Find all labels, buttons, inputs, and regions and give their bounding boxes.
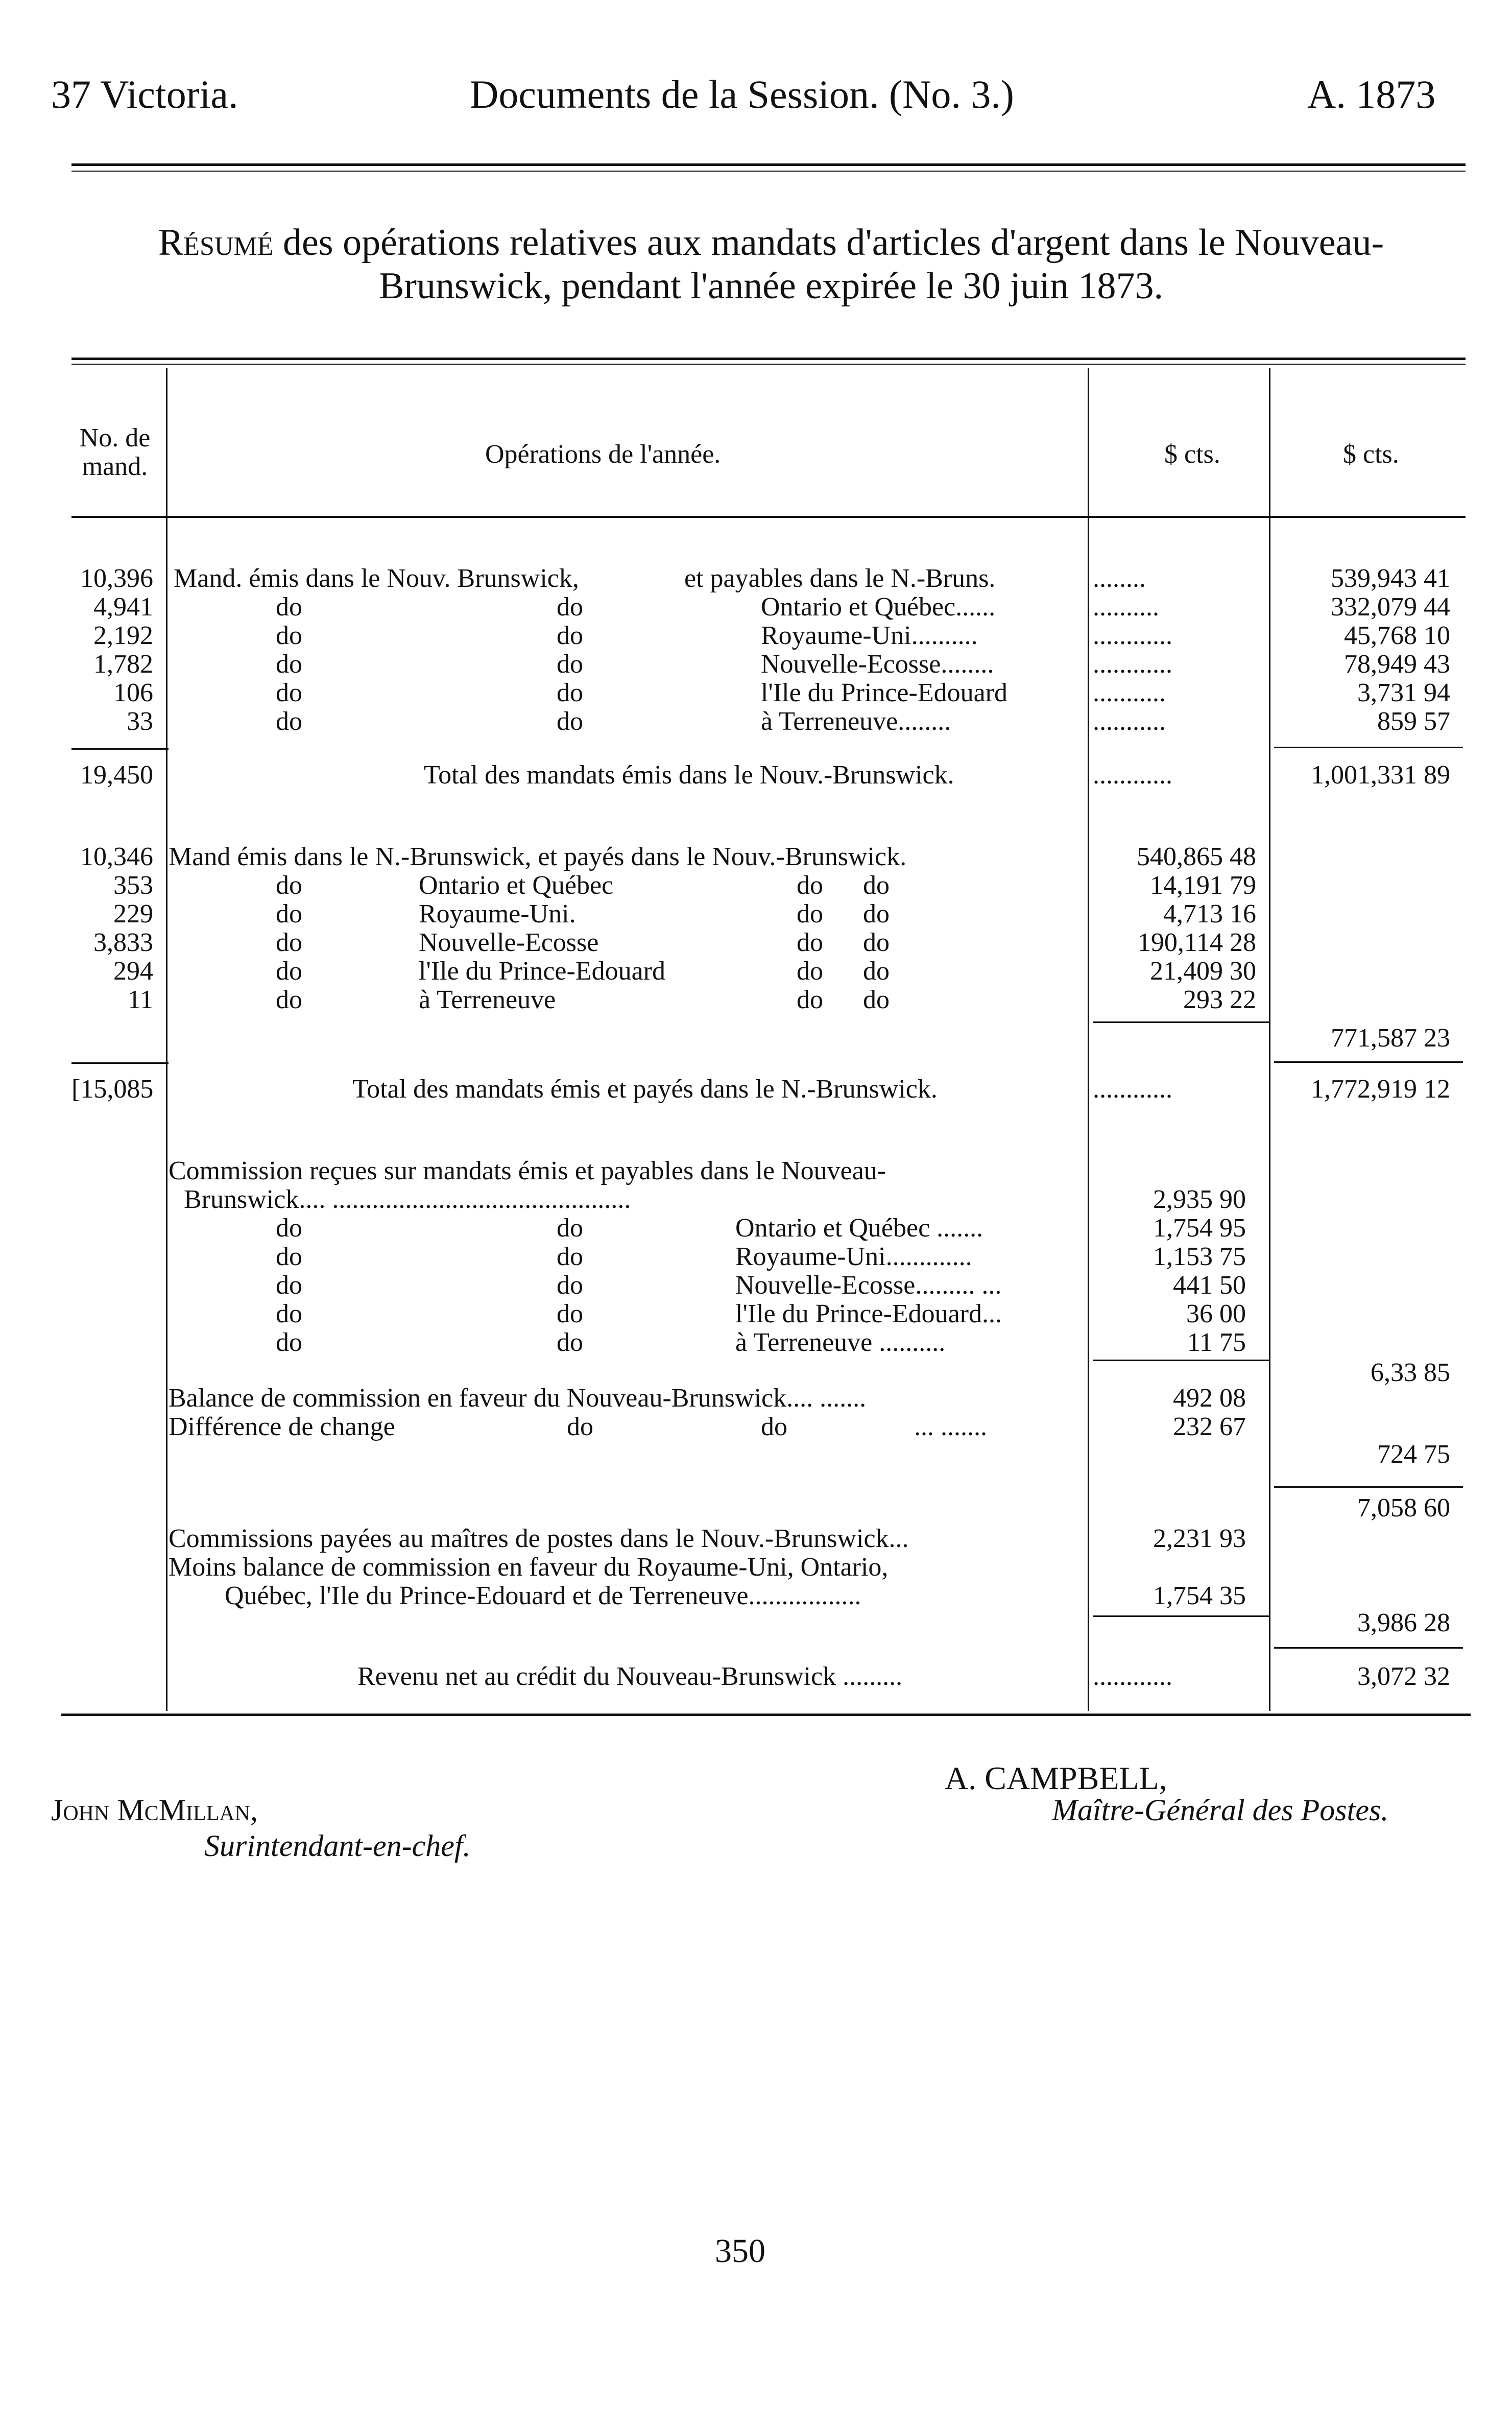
list-item-dots: ........... bbox=[1093, 707, 1166, 736]
list-item-num: 229 bbox=[113, 899, 153, 929]
commission-intro: Commission reçues sur mandats émis et payables dans le Nouveau- bbox=[169, 1156, 886, 1185]
list-item-label: do bbox=[557, 707, 583, 736]
list-item-label: do bbox=[276, 621, 302, 650]
row-rule bbox=[71, 748, 169, 750]
list-item-num: 294 bbox=[113, 957, 153, 986]
list-item-num: 10,396 bbox=[80, 564, 153, 593]
total-dots: ............ bbox=[1093, 1075, 1172, 1104]
list-item-dots: ............ bbox=[1093, 621, 1172, 650]
list-item-label: Ontario et Québec ....... bbox=[735, 1214, 983, 1243]
list-item-amount: 14,191 79 bbox=[1150, 871, 1256, 900]
diff-dots: ... ....... bbox=[914, 1412, 987, 1441]
title-lead: Résumé bbox=[158, 222, 274, 264]
list-item-label: do bbox=[276, 650, 302, 679]
list-item-num: 106 bbox=[113, 678, 153, 707]
list-item-num: 3,833 bbox=[93, 928, 153, 957]
revenue-label: Revenu net au crédit du Nouveau-Brunswick ......... bbox=[357, 1662, 903, 1691]
list-item-num: 10,346 bbox=[80, 842, 153, 871]
page-title bbox=[66, 220, 1476, 266]
signature-left-name: John McMillan, bbox=[51, 1793, 258, 1827]
list-item-label: à Terreneuve .......... bbox=[735, 1328, 946, 1357]
list-item-label: l'Ile du Prince-Edouard... bbox=[735, 1299, 1002, 1328]
list-item-label: do do bbox=[797, 957, 890, 986]
list-item-amount: 332,079 44 bbox=[1331, 592, 1450, 622]
comm-paid-less-amount: 1,754 35 bbox=[1153, 1581, 1246, 1610]
list-item-amount: 1,153 75 bbox=[1153, 1242, 1246, 1271]
commission-intro-cont: Brunswick.... ............................................. bbox=[184, 1185, 631, 1214]
revenue-amount: 3,072 32 bbox=[1357, 1662, 1450, 1691]
list-item-label: do bbox=[276, 928, 302, 957]
list-item-label: do bbox=[557, 592, 583, 622]
list-item-label: do do bbox=[797, 871, 890, 900]
list-item-label: do do bbox=[797, 899, 890, 929]
page-number: 350 bbox=[715, 2232, 765, 2270]
list-item-label: do bbox=[557, 1242, 583, 1271]
list-item-label: do bbox=[557, 1328, 583, 1357]
subtotal-rule bbox=[1093, 1021, 1269, 1023]
list-item-label: et payables dans le N.-Bruns. bbox=[684, 564, 996, 593]
list-item-label: do bbox=[276, 678, 302, 707]
list-item-label: Nouvelle-Ecosse......... ... bbox=[735, 1271, 1002, 1300]
header-center: Documents de la Session. (No. 3.) bbox=[470, 72, 1014, 116]
list-item-amount: 36 00 bbox=[1186, 1299, 1246, 1328]
list-item-amount: 293 22 bbox=[1183, 985, 1256, 1014]
list-item-amount: 441 50 bbox=[1173, 1271, 1246, 1300]
total-dots: ............ bbox=[1093, 760, 1172, 790]
balance-label: Balance de commission en faveur du Nouveau-Brunswick.... ....... bbox=[169, 1384, 867, 1413]
col-divider-3 bbox=[1269, 368, 1270, 1711]
list-item-label: do bbox=[276, 899, 302, 929]
commission-intro-amount: 2,935 90 bbox=[1153, 1185, 1246, 1214]
total-rule bbox=[1274, 1647, 1463, 1649]
list-item-label: Nouvelle-Ecosse bbox=[419, 928, 599, 957]
list-item-label: do bbox=[276, 1328, 302, 1357]
comm-paid-label-2: Moins balance de commission en faveur du Royaume-Uni, Ontario, bbox=[169, 1553, 889, 1582]
diff-label: Différence de change bbox=[169, 1412, 395, 1441]
list-item-amount: 78,949 43 bbox=[1344, 650, 1450, 679]
list-item-label: do bbox=[557, 678, 583, 707]
list-item-label: à Terreneuve bbox=[419, 985, 556, 1014]
diff-do: do bbox=[567, 1412, 593, 1441]
list-item-amount: 45,768 10 bbox=[1344, 621, 1450, 650]
list-item-amount: 539,943 41 bbox=[1331, 564, 1450, 593]
header-bottom-rule bbox=[71, 516, 1466, 518]
list-item-dots: ........ bbox=[1093, 564, 1146, 593]
header-right: A. 1873 bbox=[1307, 72, 1436, 116]
col-header-num: No. de mand. bbox=[79, 423, 151, 481]
signature-left-title: Surintendant-en-chef. bbox=[204, 1829, 471, 1863]
table-top-rule bbox=[71, 358, 1466, 360]
list-item-num: 11 bbox=[127, 985, 153, 1014]
list-item-amount: 859 57 bbox=[1377, 707, 1450, 736]
comm-paid-label-3: Québec, l'Ile du Prince-Edouard et de Terreneuve................. bbox=[225, 1581, 861, 1610]
signature-right-title: Maître-Général des Postes. bbox=[1052, 1793, 1389, 1827]
title-line1: des opérations relatives aux mandats d'articles d'argent dans le Nouveau- bbox=[282, 222, 1384, 264]
header-rule-thin bbox=[71, 171, 1466, 172]
list-item-num: 1,782 bbox=[93, 650, 153, 679]
list-item-amount: 4,713 16 bbox=[1163, 899, 1256, 929]
list-item-label: do do bbox=[797, 985, 890, 1014]
list-item-amount: 11 75 bbox=[1187, 1328, 1246, 1357]
total-amount: 1,772,919 12 bbox=[1311, 1075, 1450, 1104]
list-item-num: 2,192 bbox=[93, 621, 153, 650]
list-item-label: l'Ile du Prince-Edouard bbox=[419, 957, 665, 986]
total-rule bbox=[1274, 1486, 1463, 1488]
total-label: Total des mandats émis et payés dans le N.-Brunswick. bbox=[352, 1075, 938, 1104]
list-item-label: Royaume-Uni.......... bbox=[761, 621, 978, 650]
list-item-label: do bbox=[276, 707, 302, 736]
diff-amount: 232 67 bbox=[1173, 1412, 1246, 1441]
total-num: [15,085 bbox=[71, 1075, 154, 1104]
comm-paid-label: Commissions payées au maîtres de postes dans le Nouv.-Brunswick... bbox=[169, 1524, 909, 1553]
list-item-label: do bbox=[276, 1214, 302, 1243]
total-rule bbox=[1274, 1061, 1463, 1063]
net-commission-amount: 3,986 28 bbox=[1357, 1608, 1450, 1637]
table-bottom-rule bbox=[61, 1714, 1471, 1716]
list-item-label: do bbox=[557, 1299, 583, 1328]
list-item-num: 4,941 bbox=[93, 592, 153, 622]
header-rule bbox=[71, 163, 1466, 166]
col-divider-2 bbox=[1088, 368, 1089, 1711]
subtotal-amount: 771,587 23 bbox=[1331, 1024, 1450, 1053]
total-rule bbox=[1274, 747, 1463, 748]
col-header-ops: Opérations de l'année. bbox=[485, 440, 721, 469]
list-item-dots: ............ bbox=[1093, 650, 1172, 679]
list-item-amount: 1,754 95 bbox=[1153, 1214, 1246, 1243]
list-item-label: do bbox=[276, 957, 302, 986]
list-item-label: do bbox=[276, 592, 302, 622]
list-item-label: Royaume-Uni............. bbox=[735, 1242, 972, 1271]
list-item-label: do bbox=[276, 1271, 302, 1300]
list-item-num: 353 bbox=[113, 871, 153, 900]
list-item-num: 33 bbox=[127, 707, 153, 736]
total-amount: 1,001,331 89 bbox=[1311, 760, 1450, 790]
list-item-label: do bbox=[557, 1271, 583, 1300]
list-item-dots: .......... bbox=[1093, 592, 1159, 622]
list-item-label: do bbox=[276, 1242, 302, 1271]
list-item-amount: 3,731 94 bbox=[1357, 678, 1450, 707]
list-item-label: Royaume-Uni. bbox=[419, 899, 576, 929]
col-header-amt2: $ cts. bbox=[1343, 440, 1399, 469]
sum-rule bbox=[1093, 1360, 1269, 1361]
list-item-amount: 21,409 30 bbox=[1150, 957, 1256, 986]
col-header-amt1: $ cts. bbox=[1164, 440, 1220, 469]
list-item-label: Nouvelle-Ecosse........ bbox=[761, 650, 994, 679]
diff-do: do bbox=[761, 1412, 787, 1441]
balance-amount: 492 08 bbox=[1173, 1384, 1246, 1413]
comm-paid-amount: 2,231 93 bbox=[1153, 1524, 1246, 1553]
signature-right-name: A. CAMPBELL, bbox=[945, 1760, 1167, 1796]
row-rule bbox=[71, 1062, 169, 1064]
list-item-label: do bbox=[557, 650, 583, 679]
grand-commission-amount: 7,058 60 bbox=[1357, 1493, 1450, 1522]
list-item-label: do bbox=[276, 1299, 302, 1328]
list-item-label: Mand. émis dans le Nouv. Brunswick, bbox=[174, 564, 579, 593]
list-item-label: do bbox=[557, 621, 583, 650]
list-item-label: Ontario et Québec bbox=[419, 871, 614, 900]
list-item-label: Ontario et Québec...... bbox=[761, 592, 996, 622]
total-label: Total des mandats émis dans le Nouv.-Brunswick. bbox=[424, 760, 954, 790]
title-line2: Brunswick, pendant l'année expirée le 30 juin 1873. bbox=[378, 265, 1164, 307]
list-item-amount: 190,114 28 bbox=[1137, 928, 1256, 957]
table-top-rule-thin bbox=[71, 364, 1466, 365]
diff-total-amount: 724 75 bbox=[1377, 1440, 1450, 1469]
list-item-label: Mand émis dans le N.-Brunswick, et payés dans le Nouv.-Brunswick. bbox=[169, 842, 907, 871]
list-item-label: do bbox=[557, 1214, 583, 1243]
list-item-label: à Terreneuve........ bbox=[761, 707, 951, 736]
header-left: 37 Victoria. bbox=[51, 72, 238, 116]
list-item-label: do do bbox=[797, 928, 890, 957]
list-item-amount: 540,865 48 bbox=[1137, 842, 1256, 871]
list-item-label: do bbox=[276, 871, 302, 900]
total-num: 19,450 bbox=[80, 760, 153, 790]
list-item-label: do bbox=[276, 985, 302, 1014]
col-divider-1 bbox=[166, 368, 167, 1711]
net-rule bbox=[1093, 1615, 1269, 1617]
list-item-label: l'Ile du Prince-Edouard bbox=[761, 678, 1007, 707]
commission-sum-amount: 6,33 85 bbox=[1371, 1358, 1450, 1387]
list-item-dots: ........... bbox=[1093, 678, 1166, 707]
revenue-dots: ............ bbox=[1093, 1662, 1172, 1691]
